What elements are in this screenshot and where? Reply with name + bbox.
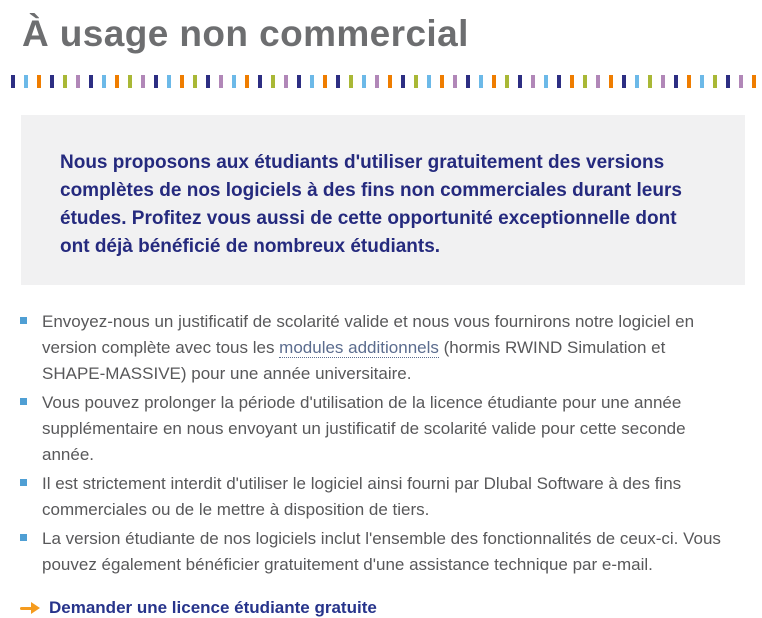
separator-dash xyxy=(466,75,470,88)
separator-dash xyxy=(557,75,561,88)
separator-dash xyxy=(531,75,535,88)
list-item xyxy=(20,390,732,468)
separator-dash xyxy=(154,75,158,88)
separator-dash xyxy=(661,75,665,88)
conditions-list xyxy=(20,309,732,578)
separator-dash xyxy=(674,75,678,88)
separator-dash xyxy=(700,75,704,88)
request-student-license-label: Demander une licence étudiante gratuite xyxy=(49,598,377,617)
separator-dash xyxy=(362,75,366,88)
bullet-square-icon xyxy=(20,479,27,486)
list-item-text: Envoyez-nous un justificatif de scolarité valide et nous vous fournirons notre logiciel en version complète avec tous les xyxy=(42,312,695,357)
separator-dash xyxy=(427,75,431,88)
separator-dash xyxy=(479,75,483,88)
separator-dash xyxy=(687,75,691,88)
separator-dash xyxy=(128,75,132,88)
separator-dash xyxy=(115,75,119,88)
separator-dash xyxy=(206,75,210,88)
separator-dash xyxy=(167,75,171,88)
separator-dash xyxy=(349,75,353,88)
separator-dash xyxy=(258,75,262,88)
separator-dash xyxy=(24,75,28,88)
separator-dash xyxy=(596,75,600,88)
separator-dash xyxy=(739,75,743,88)
student-offer-text: Nous proposons aux étudiants d'utiliser gratuitement des versions complètes de nos logiciels à des fins non commerciales durant leurs études. Profitez vous aussi de cette opportunité exceptionnelle dont ont déjà bénéficié de nombreux étudiants. xyxy=(60,152,682,257)
modules-additionnels-link[interactable]: modules additionnels xyxy=(279,338,439,357)
separator-dash xyxy=(336,75,340,88)
separator-dash xyxy=(375,75,379,88)
separator-dash xyxy=(401,75,405,88)
list-item-text: Vous pouvez prolonger la période d'utilisation de la licence étudiante pour une année supplémentaire en nous envoyant un justificatif de scolarité valide pour cette seconde année. xyxy=(42,393,686,464)
separator-dash xyxy=(180,75,184,88)
separator-dash xyxy=(518,75,522,88)
separator-dash xyxy=(622,75,626,88)
separator-dash xyxy=(232,75,236,88)
separator-dash xyxy=(752,75,756,88)
separator-dash xyxy=(453,75,457,88)
separator-dash xyxy=(570,75,574,88)
separator-dash xyxy=(492,75,496,88)
separator-dash xyxy=(609,75,613,88)
separator-dash xyxy=(271,75,275,88)
separator-dash xyxy=(440,75,444,88)
separator-dash xyxy=(414,75,418,88)
bullet-square-icon xyxy=(20,534,27,541)
separator-dash xyxy=(63,75,67,88)
separator-dash xyxy=(544,75,548,88)
separator-dash xyxy=(245,75,249,88)
separator-dash xyxy=(50,75,54,88)
separator-dash xyxy=(726,75,730,88)
separator-dash xyxy=(388,75,392,88)
list-item xyxy=(20,471,732,523)
separator-dash xyxy=(648,75,652,88)
separator-dash xyxy=(310,75,314,88)
student-offer-highlight xyxy=(21,115,745,285)
list-item-text: La version étudiante de nos logiciels inclut l'ensemble des fonctionnalités de ceux-ci. Vous pouvez également bénéficier gratuitement d'une assistance technique par e-mail. xyxy=(42,529,721,574)
separator-dash xyxy=(713,75,717,88)
separator-dash xyxy=(635,75,639,88)
separator-dash xyxy=(505,75,509,88)
list-item-text: Il est strictement interdit d'utiliser le logiciel ainsi fourni par Dlubal Software à des fins commerciales ou de le mettre à disposition de tiers. xyxy=(42,474,682,519)
separator-dash xyxy=(37,75,41,88)
bullet-square-icon xyxy=(20,317,27,324)
request-student-license-link[interactable] xyxy=(20,598,377,618)
separator-dash xyxy=(76,75,80,88)
separator-dash xyxy=(583,75,587,88)
page-title: À usage non commercial xyxy=(22,13,469,54)
separator-dash xyxy=(297,75,301,88)
list-item xyxy=(20,526,732,578)
list-item xyxy=(20,309,732,387)
list-item-text: (hormis RWIND Simulation et SHAPE-MASSIVE) pour une année universitaire. xyxy=(42,338,666,383)
separator-dash xyxy=(323,75,327,88)
separator-dash xyxy=(11,75,15,88)
bullet-square-icon xyxy=(20,398,27,405)
separator-dash xyxy=(102,75,106,88)
separator-dash xyxy=(89,75,93,88)
arrow-right-icon xyxy=(20,607,32,610)
color-dash-separator xyxy=(11,75,762,88)
separator-dash xyxy=(219,75,223,88)
separator-dash xyxy=(193,75,197,88)
separator-dash xyxy=(284,75,288,88)
separator-dash xyxy=(141,75,145,88)
